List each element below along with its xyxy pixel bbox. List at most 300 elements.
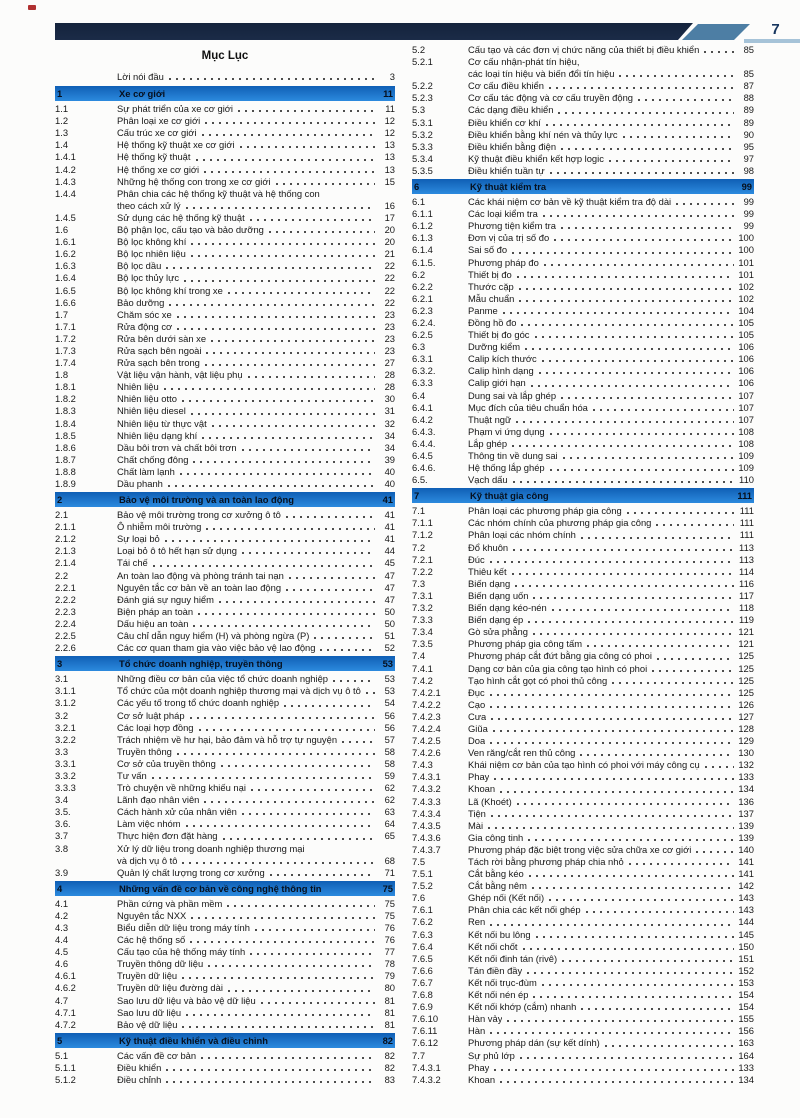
entry-page-number: 154 <box>738 1001 754 1013</box>
entry-title: Điều chỉnh <box>117 1074 162 1086</box>
entry-title: Thông tin về dung sai <box>468 450 558 461</box>
entry-number: 7.4.3.4 <box>412 807 441 819</box>
entry-page-number: 129 <box>738 735 754 747</box>
dot-leader <box>152 770 375 782</box>
entry-number: 7.4.2 <box>412 674 433 686</box>
dot-leader <box>581 529 734 541</box>
toc-entry <box>412 117 754 129</box>
entry-title: Nhiên liệu từ thực vật <box>117 417 207 429</box>
toc-entry <box>55 285 395 297</box>
dot-leader <box>535 329 735 341</box>
entry-title: các loại tín hiệu và biến đổi tín hiệu <box>468 68 615 80</box>
dot-leader <box>182 393 375 405</box>
entry-page-number: 22 <box>384 296 395 308</box>
toc-entry <box>55 521 395 533</box>
dot-leader <box>580 747 734 759</box>
entry-title: Biến dạng uốn <box>468 589 529 601</box>
entry-number: 1.4.1 <box>55 151 76 163</box>
toc-entry <box>55 898 395 910</box>
dot-leader <box>208 958 375 970</box>
entry-page-number: 63 <box>384 806 395 818</box>
entry-title: Nhiên liệu diesel <box>117 405 186 417</box>
entry-number: 6.1 <box>412 196 426 208</box>
entry-title: Cưa <box>468 710 487 722</box>
entry-page-number: 30 <box>384 393 395 405</box>
toc-entry <box>412 759 754 771</box>
toc-entry <box>412 808 754 820</box>
entry-number: 1.8.1 <box>55 381 76 393</box>
dot-leader <box>223 830 375 842</box>
entry-number: 6.4.3. <box>412 425 436 437</box>
entry-number: 1.7 <box>55 308 69 320</box>
entry-title: Ghép nối (Kết nối) <box>468 892 545 904</box>
entry-title: Bảo vệ dữ liệu <box>117 1018 178 1030</box>
entry-number: 5.2.1 <box>412 56 433 68</box>
entry-number: 5.2.3 <box>412 92 433 104</box>
toc-entry <box>412 244 754 256</box>
entry-number: 6.2.1 <box>412 292 433 304</box>
entry-title: Trách nhiệm về hư hại, bảo đảm và hỗ trợ tự nguyện <box>117 733 338 745</box>
entry-title: Hệ thống kỹ thuật xe cơ giới <box>117 139 235 151</box>
toc-entry <box>55 570 395 582</box>
entry-number: 7.4.3.5 <box>412 819 441 831</box>
toc-entry <box>55 272 395 284</box>
toc-entry <box>55 430 395 442</box>
entry-page-number: 34 <box>384 441 395 453</box>
dot-leader <box>656 517 734 529</box>
entry-title: Phân loại các nhóm chính <box>468 529 576 541</box>
entry-title: Đơn vị của trị số đo <box>468 232 550 244</box>
dot-leader <box>704 44 734 56</box>
section-title: Những vấn đề cơ bản về công nghệ thông tin <box>119 882 322 894</box>
entry-title: Kết nối nén ép <box>468 989 529 1001</box>
dot-leader <box>488 820 734 832</box>
entry-number: 2.1.2 <box>55 533 76 545</box>
entry-title: Kết nối khớp (cắm) nhanh <box>468 1001 577 1013</box>
dot-leader <box>513 474 734 486</box>
entry-page-number: 95 <box>743 140 754 152</box>
section-page-number: 53 <box>382 658 393 670</box>
toc-title: Mục Lục <box>201 50 249 62</box>
dot-leader <box>493 723 734 735</box>
toc-entry <box>55 405 395 417</box>
toc-entry <box>55 260 395 272</box>
dot-leader <box>255 922 375 934</box>
dot-leader <box>199 722 375 734</box>
toc-entry <box>412 426 754 438</box>
toc-section-header <box>412 488 754 503</box>
entry-number: 2.2.6 <box>55 642 76 654</box>
entry-title: Điều khiển tuần tự <box>468 164 545 176</box>
entry-page-number: 111 <box>739 517 754 529</box>
entry-title: Kết nối trục-đùm <box>468 976 537 988</box>
entry-number: 7.4.3.2 <box>412 783 441 795</box>
dot-leader <box>206 521 375 533</box>
dot-leader <box>528 614 734 626</box>
dot-leader <box>270 867 375 879</box>
entry-page-number: 139 <box>738 819 754 831</box>
entry-page-number: 114 <box>739 565 754 577</box>
toc-entry <box>412 353 754 365</box>
dot-leader <box>198 606 375 618</box>
toc-entry <box>412 1013 754 1025</box>
toc-entry <box>55 533 395 545</box>
toc-entry <box>412 317 754 329</box>
dot-leader <box>562 953 734 965</box>
section-title: Bảo vệ môi trường và an toàn lao động <box>119 494 294 506</box>
entry-page-number: 17 <box>384 211 395 223</box>
dot-leader <box>202 127 375 139</box>
entry-number: 3.9 <box>55 866 69 878</box>
entry-title: Phân chia các kết nối ghép <box>468 904 581 916</box>
entry-page-number: 15 <box>384 175 395 187</box>
dot-leader <box>242 442 375 454</box>
toc-entry <box>412 208 754 220</box>
dot-leader <box>533 590 734 602</box>
entry-number: 5.3 <box>412 104 426 116</box>
entry-number: 7.4.1 <box>412 662 433 674</box>
entry-title: Các loại hợp đồng <box>117 721 194 733</box>
dot-leader <box>609 153 734 165</box>
entry-number: 6.2.5 <box>412 329 433 341</box>
entry-page-number: 80 <box>384 982 395 994</box>
toc-entry <box>55 151 395 163</box>
entry-title: Truyền dữ liệu đường dài <box>117 982 223 994</box>
dot-leader <box>586 904 734 916</box>
toc-entry <box>55 685 395 697</box>
toc-entry <box>412 505 754 517</box>
entry-number: 7.3.4 <box>412 626 433 638</box>
entry-number: 6.3.3 <box>412 377 433 389</box>
entry-title: Các vấn đề cơ bản <box>117 1049 197 1061</box>
toc-entry <box>55 818 395 830</box>
entry-title: Tái chế <box>117 557 148 569</box>
toc-entry <box>412 929 754 941</box>
toc-entry <box>55 958 395 970</box>
dot-leader <box>491 808 734 820</box>
entry-number: 5.2 <box>412 44 426 55</box>
dot-leader <box>191 236 375 248</box>
toc-entry <box>55 236 395 248</box>
toc-entry <box>412 941 754 953</box>
dot-leader <box>248 369 375 381</box>
header-steel-parallelogram <box>682 24 750 40</box>
entry-page-number: 133 <box>738 1061 754 1073</box>
entry-title: Cắt bằng nêm <box>468 880 527 892</box>
entry-number: 6.4 <box>412 389 426 401</box>
toc-section-header <box>412 179 754 194</box>
entry-number: 6.4.5 <box>412 450 433 461</box>
dot-leader <box>366 685 375 697</box>
toc-entry <box>55 946 395 958</box>
toc-entry <box>55 127 395 139</box>
entry-page-number: 58 <box>384 757 395 769</box>
toc-entry <box>412 977 754 989</box>
entry-page-number: 75 <box>384 897 395 909</box>
entry-number: 7.1.1 <box>412 517 433 529</box>
dot-leader <box>542 977 734 989</box>
entry-title: Nhiên liệu <box>117 381 159 393</box>
toc-entry <box>412 542 754 554</box>
section-page-number: 11 <box>383 88 393 100</box>
dot-leader <box>191 248 375 260</box>
entry-page-number: 40 <box>384 465 395 477</box>
entry-number: 7.6.6 <box>412 964 433 976</box>
entry-title: Bộ lọc nhiên liệu <box>117 248 186 260</box>
toc-entry-line2 <box>55 855 395 867</box>
entry-page-number: 106 <box>738 353 754 365</box>
entry-number: 7.4.3.1 <box>412 1061 441 1073</box>
entry-number: 7.6.9 <box>412 1001 433 1013</box>
entry-page-number: 28 <box>384 369 395 381</box>
entry-page-number: 125 <box>738 674 754 686</box>
entry-title: Đục <box>468 686 485 698</box>
toc-entry <box>55 995 395 1007</box>
entry-number <box>412 68 468 80</box>
dot-leader <box>558 104 734 116</box>
section-page-number: 111 <box>737 490 752 502</box>
entry-title: Lắp ghép <box>468 437 508 449</box>
dot-leader <box>581 1001 734 1013</box>
entry-number: 4.5 <box>55 946 69 958</box>
toc-entry-line1 <box>55 188 395 200</box>
entry-title: Tạo hình cắt gọt có phoi thủ công <box>468 674 608 686</box>
toc-entry <box>412 196 754 208</box>
entry-title: Đồng hồ đo <box>468 316 517 328</box>
header-light-strip <box>744 39 800 43</box>
entry-page-number: 41 <box>384 509 395 521</box>
entry-title: Những điều cơ bản của việc tổ chức doanh nghiệp <box>117 673 329 685</box>
section-page-number: 75 <box>382 882 393 894</box>
dot-leader <box>705 759 734 771</box>
dot-leader <box>549 892 734 904</box>
entry-number: 2.1 <box>55 509 69 521</box>
toc-entry <box>412 783 754 795</box>
entry-title: Các khái niệm cơ bản về kỹ thuật kiểm tra độ dài <box>468 196 672 208</box>
dot-leader <box>507 1013 734 1025</box>
entry-number: 7.5.1 <box>412 868 433 880</box>
toc-entry <box>55 381 395 393</box>
entry-page-number: 68 <box>384 854 395 866</box>
dot-leader <box>523 941 734 953</box>
entry-page-number: 109 <box>738 450 754 461</box>
entry-page-number: 111 <box>739 505 754 517</box>
entry-page-number: 143 <box>738 904 754 916</box>
dot-leader <box>519 281 734 293</box>
dot-leader <box>500 783 734 795</box>
dot-leader <box>186 1007 375 1019</box>
toc-section-header <box>55 656 395 671</box>
entry-number: 7.3.5 <box>412 638 433 650</box>
entry-number: 7.6.12 <box>412 1037 439 1049</box>
toc-entry <box>412 880 754 892</box>
entry-number: 7.7 <box>412 1049 426 1061</box>
entry-title: Sao lưu dữ liệu và bảo vệ dữ liệu <box>117 994 256 1006</box>
toc-entry <box>55 782 395 794</box>
dot-leader <box>543 208 734 220</box>
entry-title: Thực hiện đơn đặt hàng <box>117 830 218 842</box>
entry-title: Tổ chức của một doanh nghiệp thương mại và dịch vụ ô tô <box>117 685 361 697</box>
dot-leader <box>177 746 375 758</box>
entry-number: 2.2.2 <box>55 593 76 605</box>
entry-number: 2.2.1 <box>55 581 76 593</box>
entry-page-number: 58 <box>384 745 395 757</box>
entry-title: An toàn lao động và phòng tránh tai nạn <box>117 569 284 581</box>
entry-page-number: 13 <box>384 151 395 163</box>
toc-entry <box>412 414 754 426</box>
dot-leader <box>696 844 734 856</box>
entry-title: Calip kích thước <box>468 353 537 365</box>
entry-title: theo cách xử lý <box>117 199 181 211</box>
entry-page-number: 101 <box>738 268 754 280</box>
entry-title: Cơ cấu điều khiển <box>468 80 544 92</box>
entry-title: Quản lý chất lượng trong cơ xưởng <box>117 866 265 878</box>
entry-title: Lời nói đầu <box>117 71 164 82</box>
toc-entry <box>412 129 754 141</box>
toc-entry <box>55 982 395 994</box>
entry-number: 6.3.2. <box>412 365 436 377</box>
entry-number: 6.2.4. <box>412 316 436 328</box>
toc-entry <box>55 594 395 606</box>
entry-number: 2.2.5 <box>55 630 76 642</box>
entry-title: Gia công tinh <box>468 831 524 843</box>
dot-leader <box>182 970 375 982</box>
entry-page-number: 54 <box>384 697 395 709</box>
entry-number: 1.7.1 <box>55 320 76 332</box>
entry-page-number: 98 <box>743 164 754 176</box>
entry-page-number: 85 <box>743 44 754 55</box>
entry-number: 5.3.1 <box>412 116 433 128</box>
entry-title: Điều khiển bằng điện <box>468 140 557 152</box>
entry-page-number: 23 <box>384 320 395 332</box>
entry-number: 7.4.2.1 <box>412 686 441 698</box>
entry-page-number: 41 <box>384 533 395 545</box>
entry-title: Hệ thống xe cơ giới <box>117 163 200 175</box>
dot-leader <box>333 673 375 685</box>
entry-title: Cắt bằng kéo <box>468 868 524 880</box>
entry-number: 7.3.3 <box>412 614 433 626</box>
entry-page-number: 82 <box>384 1049 395 1061</box>
header-navy-bar <box>55 23 693 40</box>
entry-number: 7.1.2 <box>412 529 433 541</box>
dot-leader <box>512 438 734 450</box>
dot-leader <box>563 450 734 462</box>
dot-leader <box>193 454 375 466</box>
entry-number: 1.1 <box>55 103 69 115</box>
toc-entry <box>412 92 754 104</box>
entry-title: Sai số đo <box>468 244 508 256</box>
entry-title: Các loại kiểm tra <box>468 208 538 220</box>
entry-title: Thiết bị đo <box>468 268 512 280</box>
entry-number: 6.1.1 <box>412 208 433 220</box>
entry-title: Những hệ thống con trong xe cơ giới <box>117 175 271 187</box>
entry-page-number: 82 <box>384 1061 395 1073</box>
toc-entry <box>412 590 754 602</box>
entry-title: Phương pháp gia công tấm <box>468 638 583 650</box>
entry-number: 7.3.2 <box>412 602 433 614</box>
entry-title: Biến dạng kéo-nén <box>468 602 547 614</box>
entry-number: 7.4.3 <box>412 759 433 771</box>
entry-number: 1.7.2 <box>55 332 76 344</box>
entry-page-number: 150 <box>738 940 754 952</box>
entry-number: 3.1.1 <box>55 685 76 697</box>
dot-leader <box>193 618 375 630</box>
entry-number: 7.4.2.5 <box>412 735 441 747</box>
entry-title: Phay <box>468 1061 490 1073</box>
entry-number: 7.4.3.1 <box>412 771 441 783</box>
toc-entry <box>412 462 754 474</box>
dot-leader <box>250 946 375 958</box>
entry-number: 4.4 <box>55 934 69 946</box>
entry-page-number: 125 <box>738 650 754 662</box>
entry-page-number: 81 <box>384 1018 395 1030</box>
section-number: 6 <box>414 181 420 193</box>
entry-number: 3.6. <box>55 818 71 830</box>
entry-title: Thuật ngữ <box>468 413 512 425</box>
entry-number: 7.4.2.4 <box>412 722 441 734</box>
entry-title: Giũa <box>468 722 488 734</box>
entry-title: Đúc <box>468 553 485 565</box>
entry-page-number: 101 <box>738 256 754 268</box>
dot-leader <box>519 293 734 305</box>
entry-title: Hàn vảy <box>468 1013 503 1025</box>
entry-title: Khoan <box>468 1073 496 1085</box>
entry-title: Ren <box>468 916 486 928</box>
entry-number: 4.7.1 <box>55 1006 76 1018</box>
toc-entry <box>55 1050 395 1062</box>
dot-leader <box>533 626 734 638</box>
entry-number: 5.2.2 <box>412 80 433 92</box>
dot-leader <box>490 554 734 566</box>
entry-page-number: 121 <box>738 638 754 650</box>
dot-leader <box>527 965 734 977</box>
entry-page-number: 47 <box>384 569 395 581</box>
toc-entry <box>55 509 395 521</box>
entry-title: Phương pháp cắt đứt bằng gia công có phoi <box>468 650 652 662</box>
entry-title: Calip giới hạn <box>468 377 526 389</box>
entry-number: 1.8.8 <box>55 465 76 477</box>
dot-leader <box>180 466 375 478</box>
entry-page-number: 16 <box>384 199 395 211</box>
entry-page-number: 32 <box>384 417 395 429</box>
entry-number: 7.5 <box>412 856 426 867</box>
section-page-number: 41 <box>382 494 393 506</box>
entry-title: Bộ lọc không khí trong xe <box>117 284 223 296</box>
entry-title: Các hệ thống số <box>117 934 186 946</box>
entry-title: Bộ lọc không khí <box>117 236 187 248</box>
entry-title: Cấu trúc xe cơ giới <box>117 127 197 139</box>
entry-title: Dung sai và lắp ghép <box>468 389 557 401</box>
entry-title: Mài <box>468 819 484 831</box>
dot-leader <box>525 341 734 353</box>
dot-leader <box>532 880 734 892</box>
dot-leader <box>250 212 375 224</box>
toc-entry <box>412 281 754 293</box>
entry-number: 5.3.5 <box>412 164 433 176</box>
entry-page-number: 23 <box>384 344 395 356</box>
dot-leader <box>286 509 375 521</box>
dot-leader <box>657 650 734 662</box>
dot-leader <box>186 200 375 212</box>
entry-title: Rửa sạch bên ngoài <box>117 344 202 356</box>
dot-leader <box>490 699 734 711</box>
dot-leader <box>211 333 375 345</box>
dot-leader <box>177 321 375 333</box>
entry-page-number: 151 <box>738 952 754 964</box>
entry-page-number: 53 <box>384 673 395 685</box>
dot-leader <box>196 151 376 163</box>
dot-leader <box>494 771 734 783</box>
